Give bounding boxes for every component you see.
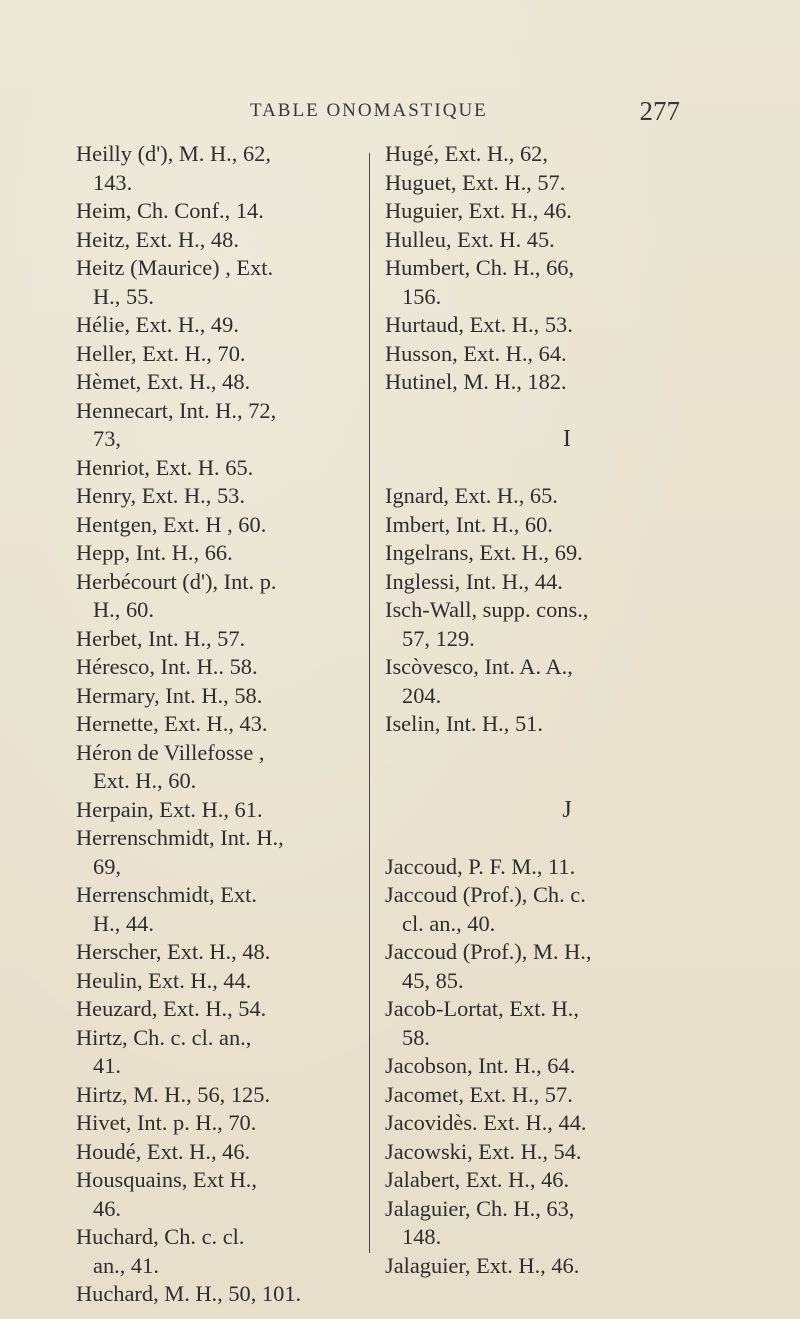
index-entry: Hivet, Int. p. H., 70.	[76, 1110, 257, 1135]
index-entry: Heilly (d'), M. H., 62,	[76, 141, 271, 166]
index-entry: Héresco, Int. H.. 58.	[76, 654, 258, 679]
index-entry: Inglessi, Int. H., 44.	[385, 568, 563, 594]
running-header	[250, 96, 680, 130]
index-entry: Huguier, Ext. H., 46.	[385, 198, 572, 223]
index-entry: Jaccoud (Prof.), Ch. c.	[385, 882, 586, 907]
index-entry: Hermary, Int. H., 58.	[76, 682, 263, 708]
index-entry-continuation: 143.	[93, 169, 133, 195]
index-entry: Hutinel, M. H., 182.	[385, 369, 567, 394]
index-entry: Hulleu, Ext. H. 45.	[385, 226, 555, 252]
index-entry-continuation: 204.	[402, 682, 442, 708]
blank-line	[385, 824, 685, 853]
index-entry-continuation: 45, 85.	[402, 967, 464, 993]
index-entry-continuation: 57, 129.	[402, 625, 475, 651]
index-entry-continuation: 46.	[93, 1195, 121, 1221]
index-entry: Heulin, Ext. H., 44.	[76, 967, 252, 993]
index-entry-continuation: 69,	[93, 853, 121, 879]
index-entry: Hernette, Ext. H., 43.	[76, 711, 268, 736]
index-entry: Hepp, Int. H., 66.	[76, 540, 233, 565]
index-entry: Hurtaud, Ext. H., 53.	[385, 312, 573, 337]
index-entry: Herrenschmidt, Int. H.,	[76, 825, 284, 850]
index-entry: Jaccoud, P. F. M., 11.	[385, 853, 576, 879]
index-entry-continuation: an., 41.	[93, 1252, 159, 1278]
index-entry: Heller, Ext. H., 70.	[76, 340, 246, 366]
index-entry-continuation: Ext. H., 60.	[93, 768, 197, 793]
index-entry: Imbert, Int. H., 60.	[385, 511, 553, 537]
header-title: TABLE ONOMASTIQUE	[250, 100, 488, 121]
index-entry: Herbécourt (d'), Int. p.	[76, 568, 277, 594]
index-entry: Jalaguier, Ch. H., 63,	[385, 1195, 575, 1221]
index-entry: Jaccoud (Prof.), M. H.,	[385, 939, 592, 964]
index-entry-continuation: 58.	[402, 1024, 430, 1050]
index-entry: Hugé, Ext. H., 62,	[385, 141, 548, 166]
index-entry: Henry, Ext. H., 53.	[76, 483, 245, 508]
index-column-left	[76, 140, 356, 1309]
index-entry: Iscòvesco, Int. A. A.,	[385, 654, 573, 679]
page-number: 277	[639, 96, 680, 126]
index-entry: Herbet, Int. H., 57.	[76, 625, 246, 651]
index-entry-continuation: 148.	[402, 1224, 442, 1249]
index-entry: Henriot, Ext. H. 65.	[76, 454, 254, 480]
index-entry: Iselin, Int. H., 51.	[385, 711, 543, 736]
index-entry: Hèmet, Ext. H., 48.	[76, 369, 251, 394]
blank-line	[385, 397, 685, 426]
index-entry: Houdé, Ext. H., 46.	[76, 1138, 251, 1164]
index-entry: Jacobson, Int. H., 64.	[385, 1053, 576, 1078]
index-entry: Hélie, Ext. H., 49.	[76, 312, 239, 337]
blank-line	[385, 767, 685, 796]
index-entry: Husson, Ext. H., 64.	[385, 340, 567, 366]
index-entry: Heitz, Ext. H., 48.	[76, 226, 239, 252]
index-entry-continuation: 156.	[402, 283, 442, 309]
index-entry: Huchard, Ch. c. cl.	[76, 1224, 245, 1249]
index-entry-continuation: H., 44.	[93, 910, 154, 936]
index-entry: Jacovidès. Ext. H., 44.	[385, 1110, 587, 1135]
index-entry: Herscher, Ext. H., 48.	[76, 939, 271, 964]
index-entry: Huguet, Ext. H., 57.	[385, 169, 566, 195]
index-entry: Heitz (Maurice) , Ext.	[76, 255, 274, 280]
index-entry: Hentgen, Ext. H , 60.	[76, 511, 267, 537]
index-entry-continuation: cl. an., 40.	[402, 910, 496, 936]
index-entry: Ingelrans, Ext. H., 69.	[385, 540, 583, 565]
index-entry: Jalaguier, Ext. H., 46.	[385, 1252, 580, 1278]
index-entry-continuation: 73,	[93, 426, 121, 451]
section-letter: J	[562, 796, 572, 823]
index-entry: Jacomet, Ext. H., 57.	[385, 1081, 573, 1107]
column-divider	[369, 153, 370, 1253]
index-entry: Housquains, Ext H.,	[76, 1167, 257, 1192]
index-entry-continuation: 41.	[93, 1053, 121, 1078]
index-entry: Heuzard, Ext. H., 54.	[76, 996, 267, 1021]
index-column-right	[385, 140, 685, 1280]
index-entry: Jalabert, Ext. H., 46.	[385, 1167, 570, 1192]
index-entry-continuation: H., 60.	[93, 597, 154, 622]
index-entry: Huchard, M. H., 50, 101.	[76, 1281, 302, 1306]
index-entry-continuation: H., 55.	[93, 283, 154, 309]
index-entry: Jacowski, Ext. H., 54.	[385, 1138, 582, 1164]
index-entry: Herpain, Ext. H., 61.	[76, 796, 263, 822]
index-entry: Ignard, Ext. H., 65.	[385, 483, 558, 508]
index-entry: Humbert, Ch. H., 66,	[385, 255, 575, 280]
index-entry: Heim, Ch. Conf., 14.	[76, 198, 264, 223]
blank-line	[385, 739, 685, 768]
index-entry: Hennecart, Int. H., 72,	[76, 397, 277, 423]
index-entry: Hirtz, Ch. c. cl. an.,	[76, 1024, 252, 1050]
index-entry: Héron de Villefosse ,	[76, 739, 265, 765]
index-entry: Hirtz, M. H., 56, 125.	[76, 1081, 271, 1107]
blank-line	[385, 454, 685, 483]
index-entry: Isch-Wall, supp. cons.,	[385, 597, 589, 622]
index-entry: Herrenschmidt, Ext.	[76, 882, 257, 907]
index-entry: Jacob-Lortat, Ext. H.,	[385, 996, 579, 1021]
section-letter: I	[563, 426, 571, 452]
